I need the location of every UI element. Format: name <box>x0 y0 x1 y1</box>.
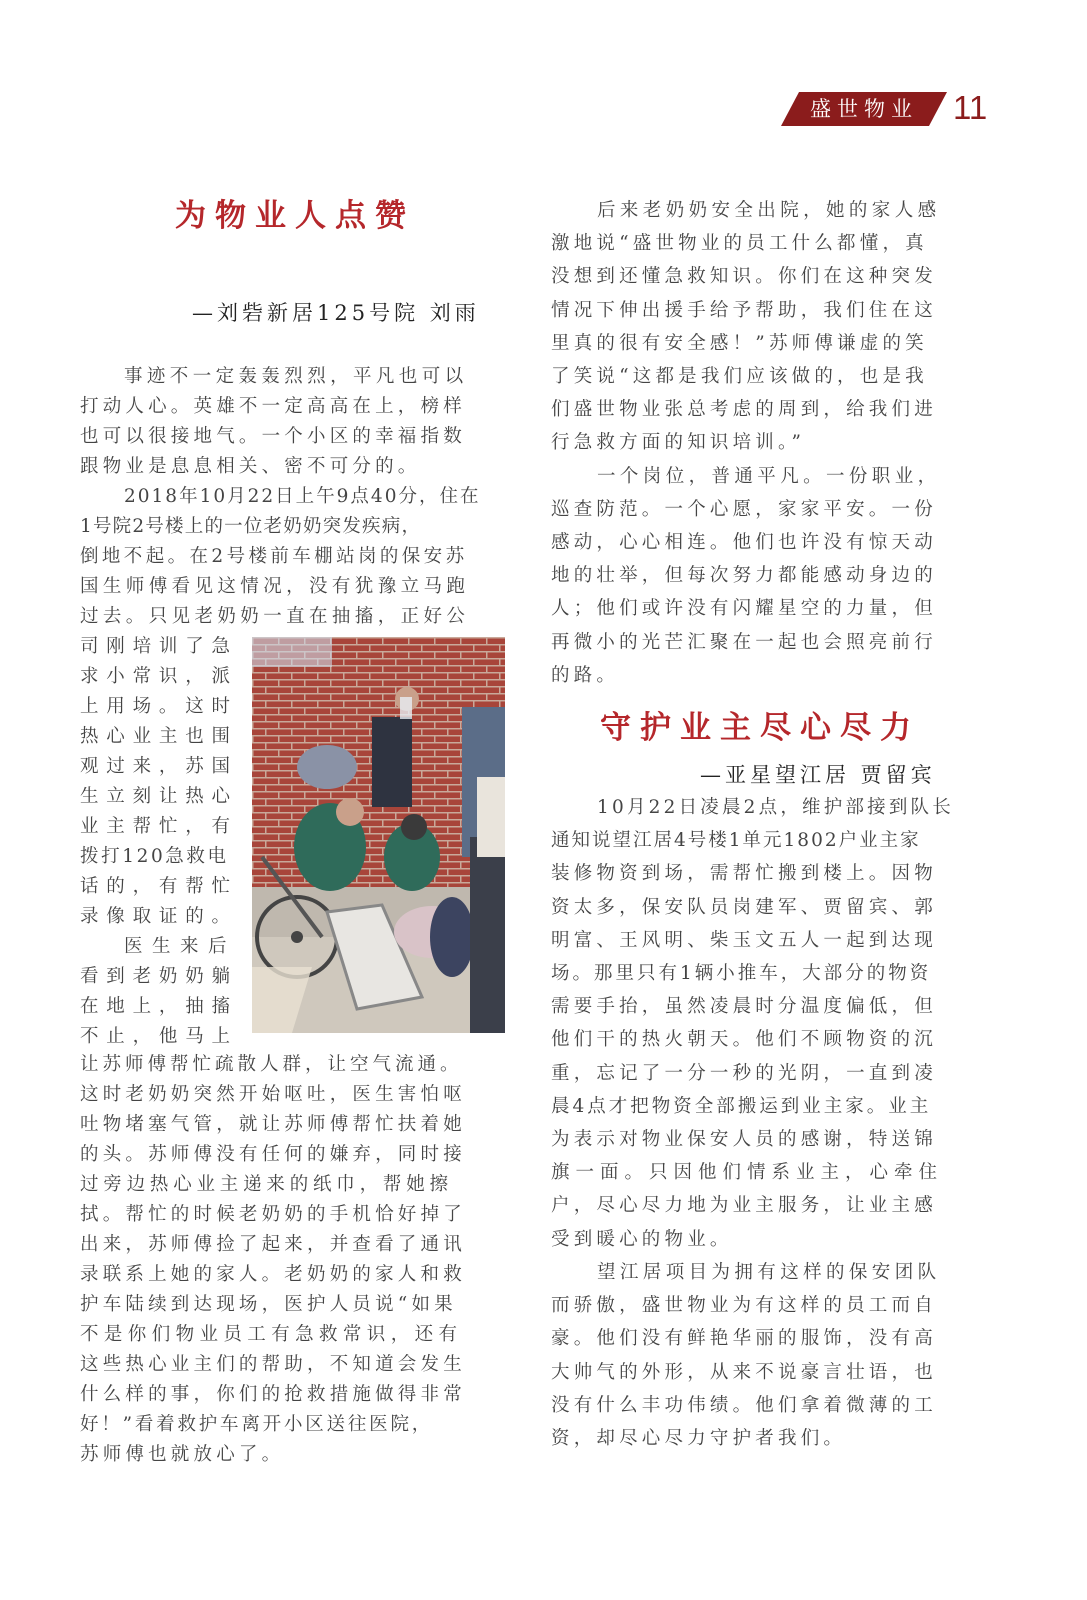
text-line: 这些热心业主们的帮助，不知道会发生 <box>80 1354 466 1375</box>
text-line: 录联系上她的家人。老奶奶的家人和救 <box>80 1264 466 1285</box>
text-line: 的头。苏师傅没有任何的嫌弃，同时接 <box>80 1144 466 1165</box>
text-line: 没想到还懂急救知识。你们在这种突发 <box>551 266 937 288</box>
text-line: 资，却尽心尽力守护者我们。 <box>551 1428 847 1449</box>
text-line: 国生师傅看见这情况，没有犹豫立马跑 <box>80 576 470 597</box>
rescue-photo <box>252 637 505 1033</box>
text-line: 再微小的光芒汇聚在一起也会照亮前行 <box>551 631 937 653</box>
article2-title: 守护业主尽心尽力 <box>600 710 920 746</box>
section-label: 盛世物业 <box>810 97 918 121</box>
text-line: 吐物堵塞气管，就让苏师傅帮忙扶着她 <box>80 1114 466 1135</box>
text-line: 2018年10月22日上午9点40分，住在 <box>124 486 481 507</box>
text-line: 1号院2号楼上的一位老奶奶突发疾病， <box>80 516 422 537</box>
text-line: 资太多，保安队员岗建军、贾留宾、郭 <box>551 896 937 918</box>
text-line: 苏师傅也就放心了。 <box>80 1444 285 1465</box>
text-line: 事迹不一定轰轰烈烈，平凡也可以 <box>124 366 468 387</box>
text-line: 豪。他们没有鲜艳华丽的服饰，没有高 <box>551 1328 937 1350</box>
text-line: 旗一面。只因他们情系业主，心牵住 <box>551 1162 944 1184</box>
page-number: 11 <box>953 89 988 126</box>
text-line: 户，尽心尽力地为业主服务，让业主感 <box>551 1195 937 1217</box>
text-line: 大帅气的外形，从来不说豪言壮语，也 <box>551 1361 937 1383</box>
text-line: 们盛世物业张总考虑的周到，给我们进 <box>551 399 937 421</box>
text-line: 求小常识，派 <box>80 666 238 687</box>
text-line: 激地说“盛世物业的员工什么都懂，真 <box>551 233 928 255</box>
text-line: 打动人心。英雄不一定高高在上，榜样 <box>80 396 466 417</box>
text-line: 跟物业是息息相关、密不可分的。 <box>80 456 421 477</box>
text-line: 过旁边热心业主递来的纸巾，帮她擦 <box>80 1174 453 1195</box>
text-line: 生立刻让热心 <box>80 786 238 807</box>
text-line: 通知说望江居4号楼1单元1802户业主家 <box>551 830 921 852</box>
article1-title: 为物业人点赞 <box>175 198 415 234</box>
text-line: 而骄傲，盛世物业为有这样的员工而自 <box>551 1295 937 1317</box>
article1-byline: —刘砦新居125号院 刘雨 <box>192 301 480 325</box>
text-line: 业主帮忙，有 <box>80 816 238 837</box>
text-line: 人；他们或许没有闪耀星空的力量，但 <box>551 598 937 620</box>
text-line: 需要手抬，虽然凌晨时分温度偏低，但 <box>551 996 937 1018</box>
text-line: 的路。 <box>551 664 620 686</box>
text-line: 出来，苏师傅捡了起来，并查看了通讯 <box>80 1234 466 1255</box>
text-line: 10月22日凌晨2点，维护部接到队长 <box>597 797 954 818</box>
text-line: 话的，有帮忙 <box>80 876 238 897</box>
rescue-photo-image <box>252 637 505 1033</box>
text-line: 巡查防范。一个心愿，家家平安。一份 <box>551 498 937 520</box>
text-line: 晨4点才把物资全部搬运到业主家。业主 <box>551 1095 932 1117</box>
text-line: 录像取证的。 <box>80 906 238 927</box>
text-line: 不是你们物业员工有急救常识，还有 <box>80 1324 463 1345</box>
text-line: 行急救方面的知识培训。” <box>551 432 806 454</box>
text-line: 拨打120急救电 <box>80 846 229 867</box>
text-line: 地的壮举，但每次努力都能感动身边的 <box>551 565 937 587</box>
text-line: 也可以很接地气。一个小区的幸福指数 <box>80 426 466 447</box>
text-line: 不止，他马上 <box>80 1026 238 1047</box>
text-line: 了笑说“这都是我们应该做的，也是我 <box>551 366 928 387</box>
text-line: 一个岗位，普通平凡。一份职业， <box>597 465 941 487</box>
text-line: 在地上，抽搐 <box>80 996 238 1017</box>
text-line: 司刚培训了急 <box>80 636 238 657</box>
text-line: 过去。只见老奶奶一直在抽搐，正好公 <box>80 606 470 627</box>
text-line: 明富、王风明、柴玉文五人一起到达现 <box>551 929 937 951</box>
text-line: 倒地不起。在2号楼前车棚站岗的保安苏 <box>80 546 468 567</box>
text-line: 观过来，苏国 <box>80 756 238 777</box>
text-line: 场。那里只有1辆小推车，大部分的物资 <box>551 963 932 984</box>
text-line: 护车陆续到达现场，医护人员说“如果 <box>80 1294 457 1315</box>
text-line: 重，忘记了一分一秒的光阴，一直到凌 <box>551 1062 937 1084</box>
article2-byline: —亚星望江居 贾留宾 <box>700 763 936 787</box>
text-line: 什么样的事，你们的抢救措施做得非常 <box>80 1384 466 1405</box>
text-line: 这时老奶奶突然开始呕吐，医生害怕呕 <box>80 1084 466 1105</box>
text-line: 装修物资到场，需帮忙搬到楼上。因物 <box>551 863 937 885</box>
text-line: 里真的很有安全感！”苏师傅谦虚的笑 <box>551 332 928 354</box>
text-line: 好！”看着救护车离开小区送往医院， <box>80 1414 434 1435</box>
text-line: 看到老奶奶躺 <box>80 966 238 987</box>
text-line: 望江居项目为拥有这样的保安团队 <box>597 1262 941 1283</box>
text-line: 他们干的热火朝天。他们不顾物资的沉 <box>551 1029 937 1051</box>
text-line: 感动，心心相连。他们也许没有惊天动 <box>551 532 937 553</box>
text-line: 让苏师傅帮忙疏散人群，让空气流通。 <box>80 1054 463 1075</box>
text-line: 后来老奶奶安全出院，她的家人感 <box>597 200 941 221</box>
text-line: 没有什么丰功伟绩。他们拿着微薄的工 <box>551 1394 937 1416</box>
text-line: 为表示对物业保安人员的感谢，特送锦 <box>551 1129 937 1150</box>
text-line: 上用场。这时 <box>80 696 238 717</box>
text-line: 热心业主也围 <box>80 726 238 747</box>
text-line: 情况下伸出援手给予帮助，我们住在这 <box>551 299 937 321</box>
text-line: 拭。帮忙的时候老奶奶的手机恰好掉了 <box>80 1204 466 1225</box>
text-line: 医生来后 <box>124 936 237 957</box>
text-line: 受到暖心的物业。 <box>551 1228 733 1250</box>
